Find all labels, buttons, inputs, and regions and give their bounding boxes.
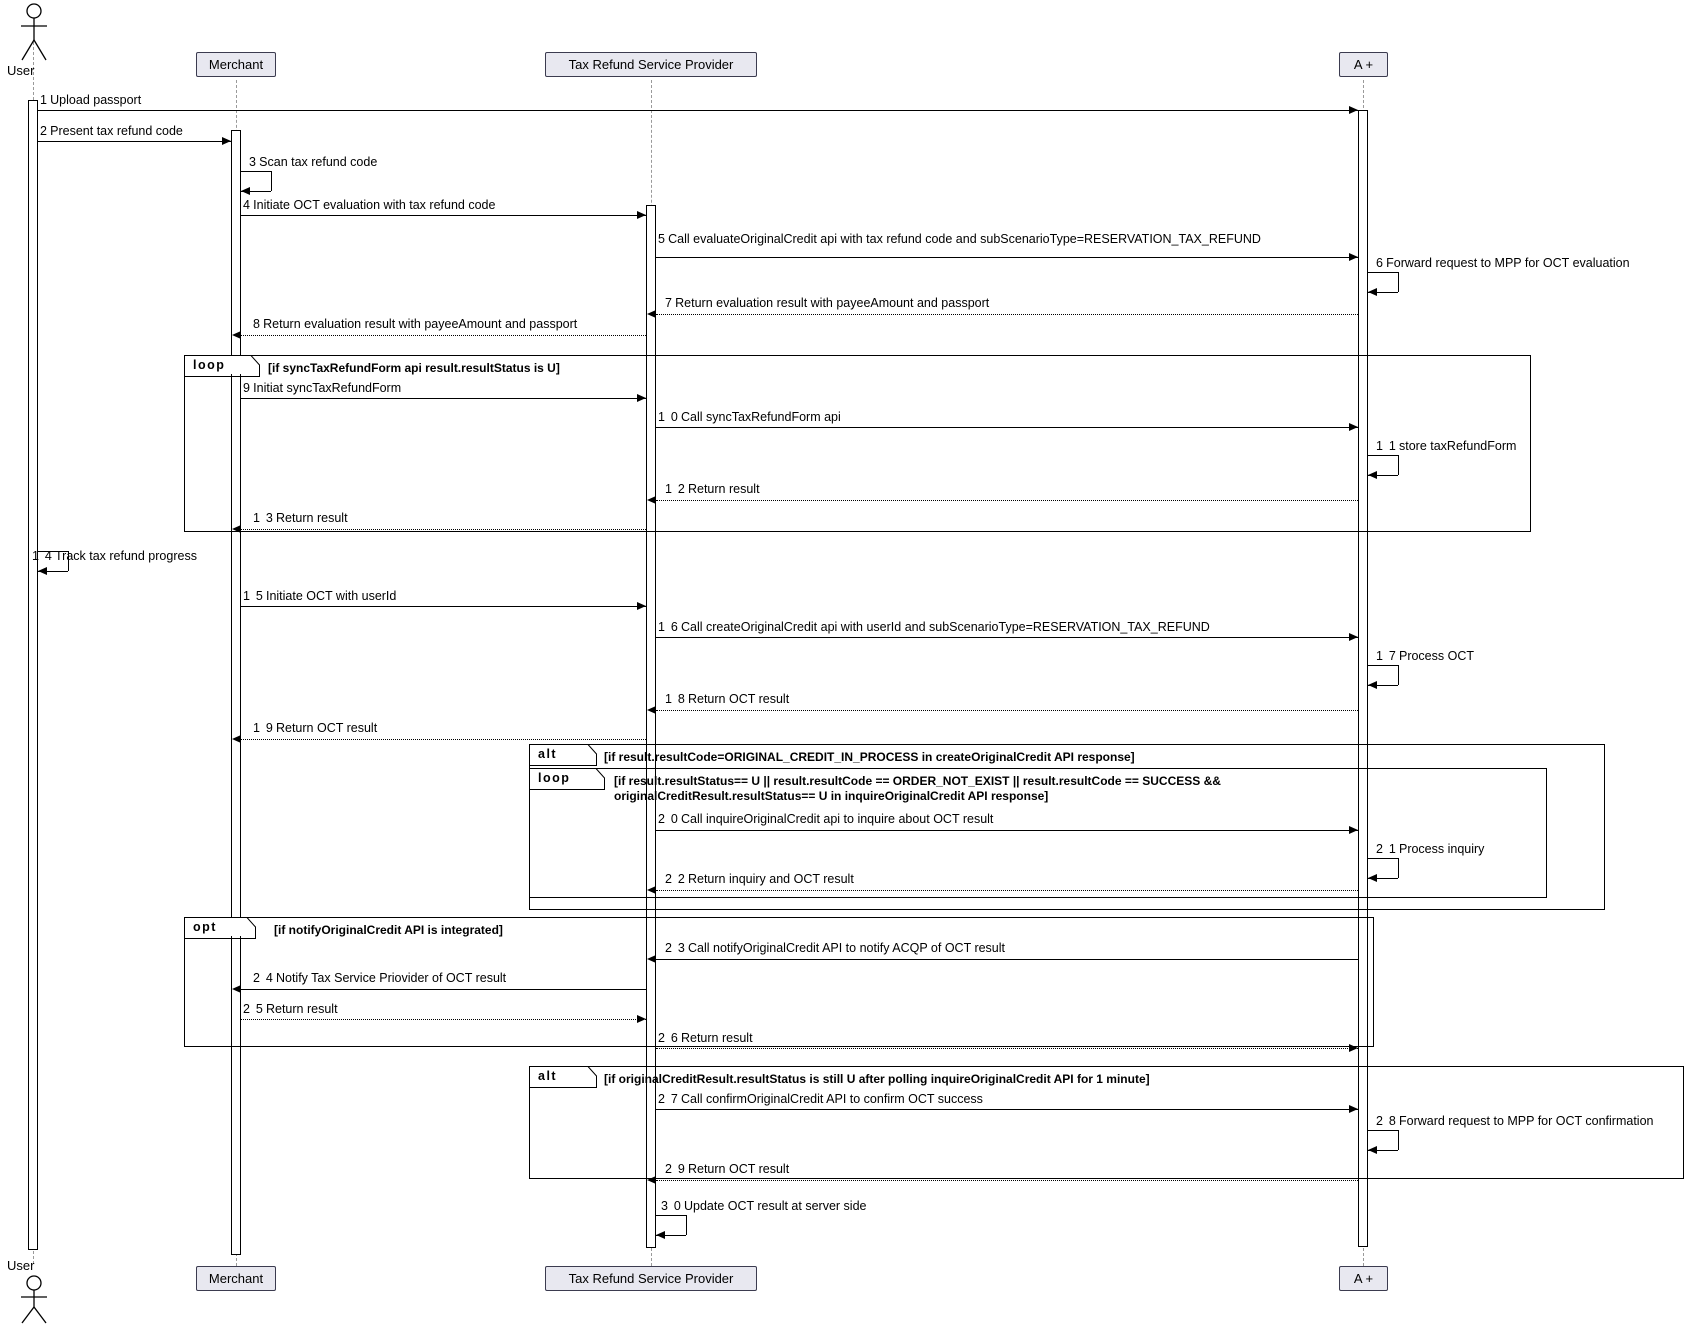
msg-25-line	[241, 1019, 646, 1020]
msg-28-label	[1376, 1114, 1653, 1128]
fragment-alt-confirm-tab: alt	[530, 1067, 596, 1085]
msg-30-text: Update OCT result at server side	[683, 1199, 867, 1213]
participant-merchant-bottom[interactable]: Merchant	[196, 1266, 276, 1291]
msg-14-label	[32, 549, 197, 563]
msg-26-arrow	[1349, 1044, 1358, 1052]
msg-26-number: 2 6	[658, 1031, 679, 1045]
msg-23-arrow	[647, 955, 656, 963]
msg-4-number: 4	[243, 198, 252, 212]
msg-20-text: Call inquireOriginalCredit api to inquire about OCT result	[680, 812, 994, 826]
msg-1-label	[40, 93, 141, 107]
msg-25-number: 2 5	[243, 1002, 264, 1016]
msg-21-text: Process inquiry	[1398, 842, 1485, 856]
msg-16-number: 1 6	[658, 620, 679, 634]
msg-20-arrow	[1349, 826, 1358, 834]
msg-5-line	[656, 257, 1358, 258]
participant-aplus-top[interactable]: A +	[1339, 52, 1388, 77]
actor-user-bottom	[18, 1275, 50, 1325]
msg-12-text: Return result	[687, 482, 760, 496]
msg-10-number: 1 0	[658, 410, 679, 424]
msg-20-line	[656, 830, 1358, 831]
msg-28-text: Forward request to MPP for OCT confirmation	[1398, 1114, 1654, 1128]
msg-6-label	[1376, 256, 1630, 270]
msg-11-number: 1 1	[1376, 439, 1397, 453]
msg-15-line	[241, 606, 646, 607]
fragment-loop-inquire-guard: [if result.resultStatus== U || result.resultCode == ORDER_NOT_EXIST || result.resultCode == SUCCESS && originalCreditResult.resultStatus== U in inquireOriginalCredit API response]	[614, 774, 1221, 803]
msg-30-label	[661, 1199, 866, 1213]
msg-3-number: 3	[249, 155, 258, 169]
msg-16-label	[658, 620, 1210, 634]
msg-21-number: 2 1	[1376, 842, 1397, 856]
msg-13-text: Return result	[275, 511, 348, 525]
msg-19-number: 1 9	[253, 721, 274, 735]
msg-24-label	[253, 971, 506, 985]
msg-10-line	[656, 427, 1358, 428]
fragment-loop-sync-guard: [if syncTaxRefundForm api result.resultStatus is U]	[268, 361, 560, 375]
msg-7-number: 7	[665, 296, 674, 310]
msg-18-arrow	[647, 706, 656, 714]
msg-2-number: 2	[40, 124, 49, 138]
msg-23-text: Call notifyOriginalCredit API to notify ACQP of OCT result	[687, 941, 1006, 955]
msg-9-line	[241, 398, 646, 399]
msg-3-label	[249, 155, 377, 169]
msg-10-arrow	[1349, 423, 1358, 431]
msg-26-text: Return result	[680, 1031, 753, 1045]
msg-22-text: Return inquiry and OCT result	[687, 872, 854, 886]
msg-19-label	[253, 721, 377, 735]
msg-14-number: 1 4	[32, 549, 53, 563]
participant-trsp-bottom[interactable]: Tax Refund Service Provider	[545, 1266, 757, 1291]
msg-27-number: 2 7	[658, 1092, 679, 1106]
msg-17-text: Process OCT	[1398, 649, 1474, 663]
msg-22-arrow	[647, 886, 656, 894]
msg-19-line	[241, 739, 646, 740]
msg-1-number: 1	[40, 93, 49, 107]
msg-24-line	[241, 989, 646, 990]
msg-18-text: Return OCT result	[687, 692, 790, 706]
msg-27-line	[656, 1109, 1358, 1110]
msg-22-number: 2 2	[665, 872, 686, 886]
fragment-alt-inprocess-tab: alt	[530, 745, 596, 763]
msg-8-label	[253, 317, 577, 331]
msg-7-line	[656, 314, 1358, 315]
msg-12-line	[656, 500, 1358, 501]
fragment-opt-notify-tab-shape	[184, 917, 256, 939]
actor-user-bottom-label: User	[7, 1258, 35, 1273]
msg-24-arrow	[232, 985, 241, 993]
msg-14-text: Track tax refund progress	[54, 549, 197, 563]
msg-25-text: Return result	[265, 1002, 338, 1016]
msg-1-arrow	[1349, 106, 1358, 114]
msg-23-number: 2 3	[665, 941, 686, 955]
actor-user-top-label: User	[7, 63, 35, 78]
msg-27-label	[658, 1092, 983, 1106]
msg-19-arrow	[232, 735, 241, 743]
msg-15-arrow	[637, 602, 646, 610]
msg-4-label	[243, 198, 495, 212]
msg-17-number: 1 7	[1376, 649, 1397, 663]
msg-8-arrow	[232, 331, 241, 339]
msg-27-text: Call confirmOriginalCredit API to confirm OCT success	[680, 1092, 983, 1106]
fragment-opt-notify-guard: [if notifyOriginalCredit API is integrated]	[274, 923, 503, 937]
msg-8-text: Return evaluation result with payeeAmount and passport	[263, 317, 578, 331]
msg-15-number: 1 5	[243, 589, 264, 603]
msg-9-arrow	[637, 394, 646, 402]
msg-13-arrow	[232, 525, 241, 533]
msg-5-number: 5	[658, 232, 667, 246]
msg-23-line	[656, 959, 1358, 960]
msg-29-line	[656, 1180, 1358, 1181]
msg-12-number: 1 2	[665, 482, 686, 496]
msg-6-text: Forward request to MPP for OCT evaluation	[1386, 256, 1630, 270]
participant-trsp-top[interactable]: Tax Refund Service Provider	[545, 52, 757, 77]
msg-17-label	[1376, 649, 1474, 663]
msg-4-text: Initiate OCT evaluation with tax refund code	[253, 198, 496, 212]
msg-5-label	[658, 232, 1261, 246]
msg-25-arrow	[637, 1015, 646, 1023]
msg-26-label	[658, 1031, 753, 1045]
msg-2-text: Present tax refund code	[50, 124, 183, 138]
msg-18-line	[656, 710, 1358, 711]
msg-9-number: 9	[243, 381, 252, 395]
fragment-loop-inquire-tab-shape	[529, 768, 605, 790]
msg-1-text: Upload passport	[50, 93, 142, 107]
msg-18-label	[665, 692, 789, 706]
msg-29-text: Return OCT result	[687, 1162, 790, 1176]
msg-10-text: Call syncTaxRefundForm api	[680, 410, 841, 424]
msg-5-arrow	[1349, 253, 1358, 261]
msg-24-text: Notify Tax Service Priovider of OCT result	[275, 971, 507, 985]
msg-29-number: 2 9	[665, 1162, 686, 1176]
msg-16-text: Call createOriginalCredit api with userId and subScenarioType=RESERVATION_TAX_REFUND	[680, 620, 1210, 634]
msg-23-label	[665, 941, 1005, 955]
msg-29-arrow	[647, 1176, 656, 1184]
msg-8-line	[241, 335, 646, 336]
fragment-alt-confirm-tab-shape	[529, 1066, 597, 1088]
msg-20-number: 2 0	[658, 812, 679, 826]
msg-5-text: Call evaluateOriginalCredit api with tax refund code and subScenarioType=RESERVATION_TAX_REFUND	[668, 232, 1261, 246]
msg-9-text: Initiat syncTaxRefundForm	[253, 381, 402, 395]
msg-2-line	[38, 141, 231, 142]
msg-18-number: 1 8	[665, 692, 686, 706]
msg-12-label	[665, 482, 760, 496]
msg-21-label	[1376, 842, 1484, 856]
msg-7-text: Return evaluation result with payeeAmount and passport	[675, 296, 990, 310]
msg-16-line	[656, 637, 1358, 638]
msg-20-label	[658, 812, 993, 826]
msg-13-label	[253, 511, 348, 525]
msg-9-label	[243, 381, 401, 395]
fragment-loop-sync-tab: loop	[185, 356, 261, 374]
activation-user	[28, 100, 38, 1250]
msg-1-line	[38, 110, 1358, 111]
participant-merchant-top[interactable]: Merchant	[196, 52, 276, 77]
fragment-opt-notify-tab: opt	[185, 918, 257, 936]
msg-26-line	[656, 1048, 1358, 1049]
msg-6-number: 6	[1376, 256, 1385, 270]
msg-27-arrow	[1349, 1105, 1358, 1113]
msg-11-text: store taxRefundForm	[1398, 439, 1517, 453]
msg-3-text: Scan tax refund code	[259, 155, 378, 169]
fragment-alt-inprocess-guard: [if result.resultCode=ORIGINAL_CREDIT_IN_PROCESS in createOriginalCredit API response]	[604, 750, 1135, 764]
msg-15-text: Initiate OCT with userId	[265, 589, 397, 603]
fragment-alt-inprocess-tab-shape	[529, 744, 597, 766]
msg-16-arrow	[1349, 633, 1358, 641]
msg-7-arrow	[647, 310, 656, 318]
msg-7-label	[665, 296, 989, 310]
participant-aplus-bottom[interactable]: A +	[1339, 1266, 1388, 1291]
msg-13-line	[241, 529, 646, 530]
msg-22-label	[665, 872, 854, 886]
msg-12-arrow	[647, 496, 656, 504]
msg-28-number: 2 8	[1376, 1114, 1397, 1128]
msg-2-label	[40, 124, 183, 138]
fragment-loop-inquire-tab: loop	[530, 769, 606, 787]
msg-13-number: 1 3	[253, 511, 274, 525]
msg-11-label	[1376, 439, 1516, 453]
msg-19-text: Return OCT result	[275, 721, 378, 735]
msg-4-arrow	[637, 211, 646, 219]
msg-25-label	[243, 1002, 338, 1016]
fragment-loop-sync-tab-shape	[184, 355, 260, 377]
msg-22-line	[656, 890, 1358, 891]
activation-merchant	[231, 130, 241, 1255]
msg-8-number: 8	[253, 317, 262, 331]
msg-15-label	[243, 589, 396, 603]
msg-29-label	[665, 1162, 789, 1176]
msg-24-number: 2 4	[253, 971, 274, 985]
msg-30-number: 3 0	[661, 1199, 682, 1213]
msg-4-line	[241, 215, 646, 216]
actor-user-top	[18, 2, 50, 64]
msg-2-arrow	[222, 137, 231, 145]
msg-10-label	[658, 410, 841, 424]
fragment-alt-confirm-guard: [if originalCreditResult.resultStatus is still U after polling inquireOriginalCredit API for 1 minute]	[604, 1072, 1150, 1086]
